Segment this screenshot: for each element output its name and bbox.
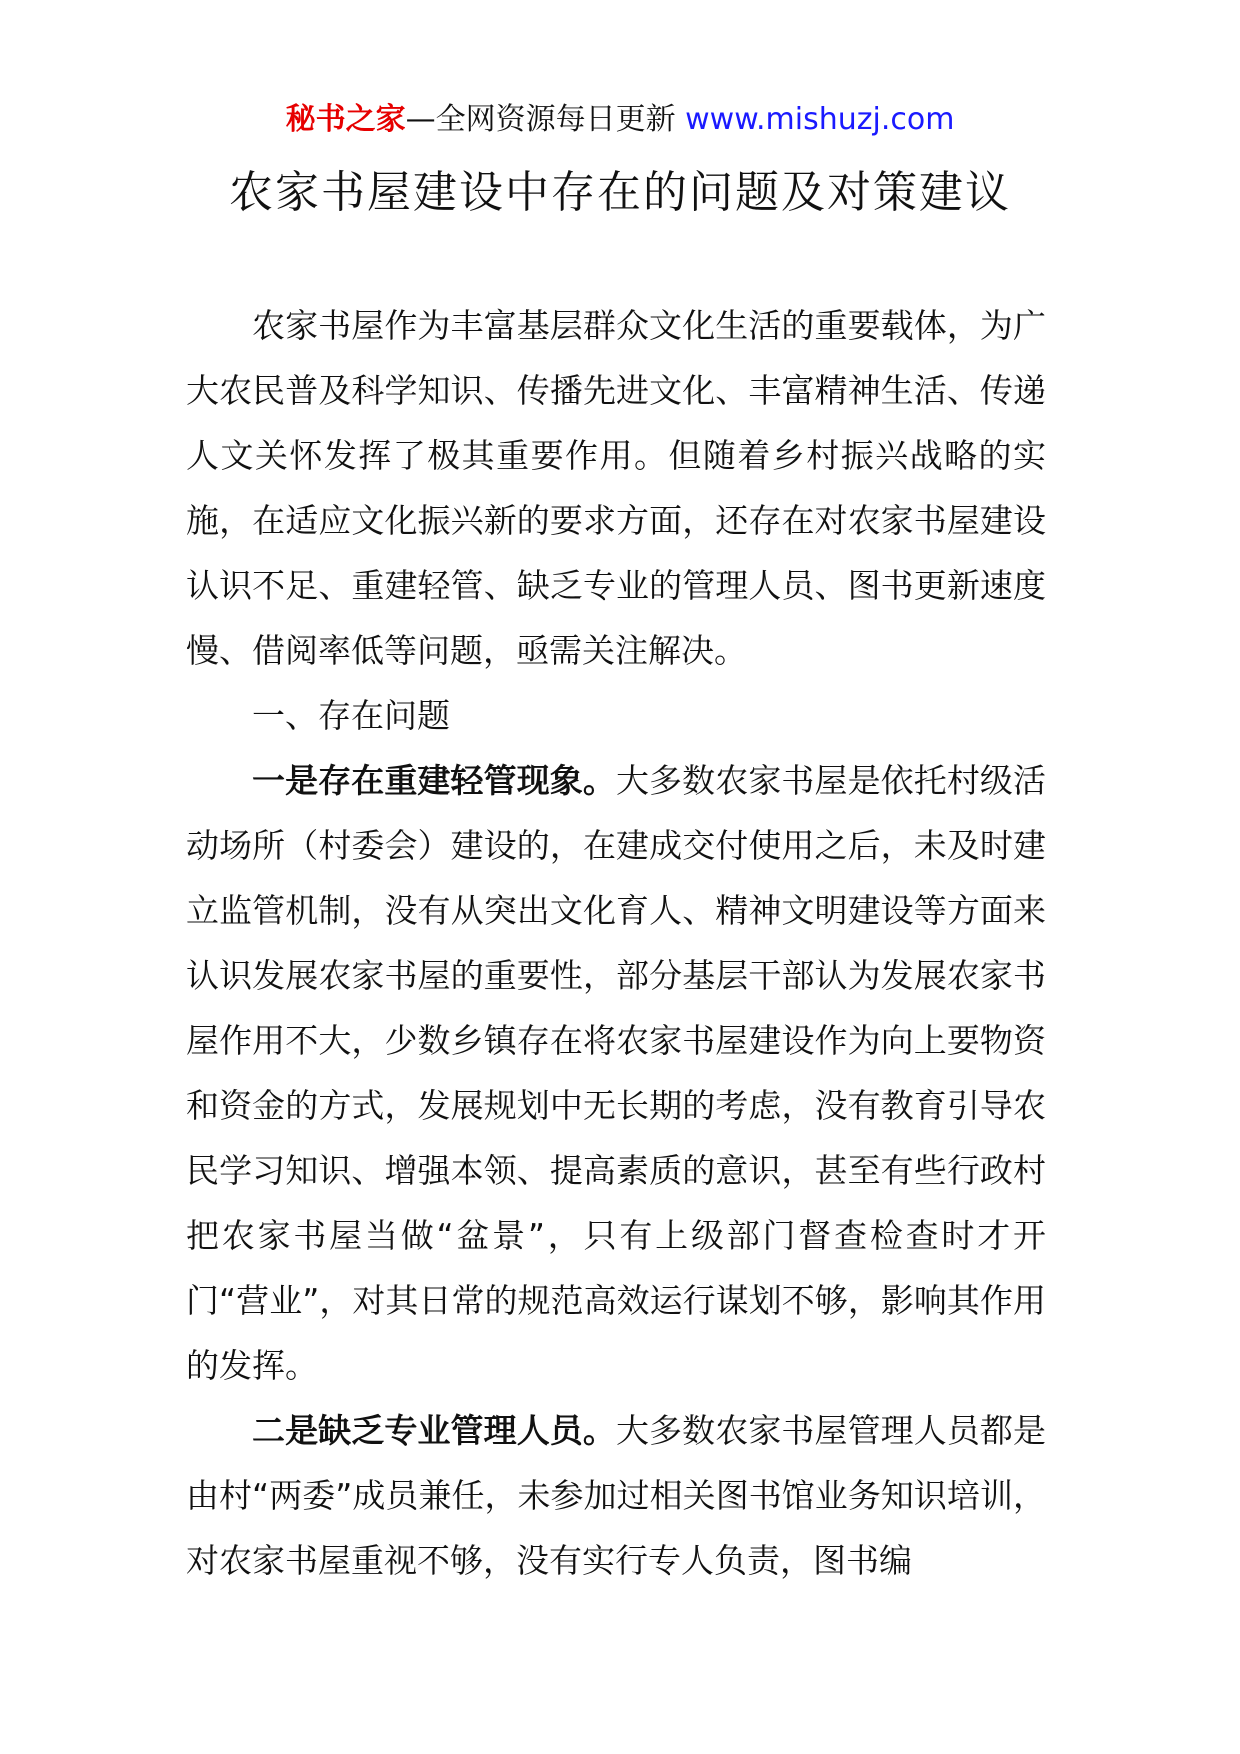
intro-paragraph: 农家书屋作为丰富基层群众文化生活的重要载体，为广大农民普及科学知识、传播先进文化、丰富精神生活、传递人文关怀发挥了极其重要作用。但随着乡村振兴战略的实施，在适应文化振兴新的要求方面，还存在对农家书屋建设认识不足、重建轻管、缺乏专业的管理人员、图书更新速度慢、借阅率低等问题，亟需关注解决。 xyxy=(186,306,1046,670)
site-url: www.mishuzj.com xyxy=(685,102,955,137)
paragraph-lead: 二是缺乏专业管理人员。 xyxy=(252,1411,616,1450)
document-title: 农家书屋建设中存在的问题及对策建议 xyxy=(229,167,1011,218)
document-body xyxy=(186,293,1046,1593)
paragraph-text: 大多数农家书屋管理人员都是由村“两委”成员兼任，未参加过相关图书馆业务知识培训，对农家书屋重视不够，没有实行专人负责，图书编 xyxy=(186,1411,1047,1580)
header-slogan: —全网资源每日更新 xyxy=(405,102,676,137)
brand-name: 秘书之家 xyxy=(285,102,406,137)
site-header xyxy=(0,100,1240,140)
problem-paragraph-1 xyxy=(186,748,1046,1398)
paragraph-lead: 一是存在重建轻管现象。 xyxy=(252,761,616,800)
section-heading: 一、存在问题 xyxy=(252,696,450,735)
problem-paragraph-2 xyxy=(186,1398,1046,1593)
paragraph-text: 大多数农家书屋是依托村级活动场所（村委会）建设的，在建成交付使用之后，未及时建立监管机制，没有从突出文化育人、精神文明建设等方面来认识发展农家书屋的重要性，部分基层干部认为发展农家书屋作用不大，少数乡镇存在将农家书屋建设作为向上要物资和资金的方式，发展规划中无长期的考虑，没有教育引导农民学习知识、增强本领、提高素质的意识，甚至有些行政村把农家书屋当做“盆景”，只有上级部门督查检查时才开门“营业”，对其日常的规范高效运行谋划不够，影响其作用的发挥。 xyxy=(186,761,1047,1385)
